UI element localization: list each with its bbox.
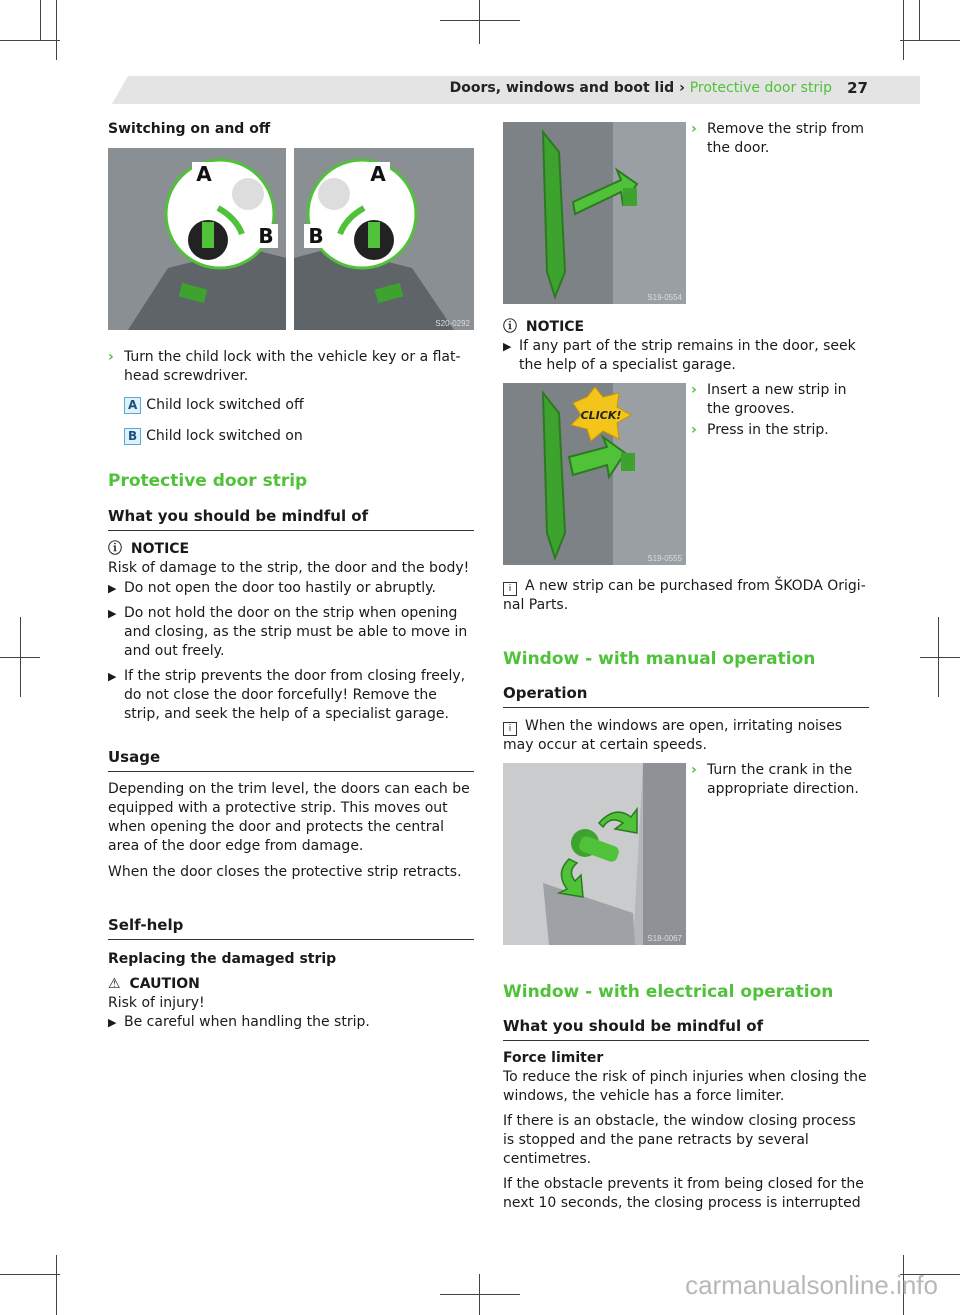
info-icon: i [503,722,517,736]
fig3-code: S19-0555 [647,554,682,563]
mindful-heading: What you should be mindful of [108,507,474,531]
notice-item-text: Do not open the door too hastily or abruptly. [124,580,436,596]
mindful2-heading: What you should be mindful of [503,1017,869,1041]
legend-a [124,396,474,415]
manual-window-heading: Window - with manual operation [503,649,816,669]
legend-b-key: B [124,428,141,445]
notice-info-icon: ⓘ [503,319,517,335]
remove-step-text: Remove the strip from the door. [707,121,865,156]
notice-item-text: Do not hold the door on the strip when opening and closing, as the strip must be able to move in and out freely. [124,605,468,659]
remove-strip-illustration [503,122,686,304]
child-lock-illustration [108,148,474,330]
legend-b-text: Child lock switched on [146,428,303,444]
electrical-window-heading: Window - with electrical operation [503,982,834,1002]
info-note-2 [503,717,869,755]
triangle-bullet-icon: ▶ [503,340,512,353]
legend-b [124,427,474,446]
caution-header [108,975,474,994]
chevron-right-icon: › [108,349,114,365]
notice2-item [503,337,869,375]
triangle-bullet-icon: ▶ [108,1016,117,1029]
notice-info-icon: ⓘ [108,541,122,557]
crank-illustration [503,763,686,945]
caution-item [108,1013,474,1032]
crank-figure [503,763,686,945]
remove-step [691,120,869,158]
header-chapter: Doors, windows and boot lid [449,80,675,96]
selfhelp-heading: Self-help [108,916,474,940]
header-separator: › [679,80,685,96]
notice-item-text: If the strip prevents the door from closing freely, do not close the door forcefully! Remove the strip, and seek the help of a specialist garage. [124,668,466,722]
triangle-bullet-icon: ▶ [108,670,117,683]
header-breadcrumb [450,80,832,96]
fig1-code: S20-0292 [435,319,470,328]
fig1-label-a-right: A [370,162,386,186]
usage-paragraph-1: Depending on the trim level, the doors can each be equipped with a protective strip. This moves out when opening the door and protects the central area of the door edge from damage. [108,781,470,854]
fig1-label-b-left: B [258,224,274,248]
warning-icon: ⚠ [108,976,121,992]
fig1-label-b-right: B [308,224,324,248]
chevron-right-icon: › [691,422,697,438]
usage-paragraph-2: When the door closes the protective strip retracts. [108,864,462,880]
force-paragraph-1: To reduce the risk of pinch injuries when closing the windows, the vehicle has a force limiter. [503,1069,867,1104]
info-note-1 [503,577,869,615]
triangle-bullet-icon: ▶ [108,607,117,620]
notice2-label: NOTICE [525,319,585,335]
caution-text: Risk of injury! [108,995,205,1011]
notice-item [108,579,474,598]
notice-header [108,540,474,559]
page-number: 27 [847,79,868,97]
notice2-header [503,318,869,337]
insert-strip-illustration [503,383,686,565]
replacing-title: Replacing the damaged strip [108,951,337,967]
child-lock-figure [108,148,474,330]
insert-step [691,381,869,419]
legend-a-key: A [124,397,141,414]
protective-strip-heading: Protective door strip [108,471,308,491]
child-lock-step-text: Turn the child lock with the vehicle key or a flat-head screwdriver. [124,349,461,384]
header-section: Protective door strip [689,80,832,96]
insert-step-text: Insert a new strip in the grooves. [707,382,847,417]
legend-a-text: Child lock switched off [146,397,304,413]
info-note-1-text: A new strip can be purchased from ŠKODA Original Parts. [503,578,866,613]
crank-step-text: Turn the crank in the appropriate direction. [707,762,859,797]
notice-label: NOTICE [130,541,190,557]
watermark: carmanualsonline.info [685,1270,938,1300]
notice-text: Risk of damage to the strip, the door and the body! [108,560,470,576]
operation-heading: Operation [503,684,869,708]
switching-title: Switching on and off [108,121,271,137]
press-step-text: Press in the strip. [707,422,829,438]
force-limiter-title: Force limiter [503,1050,604,1066]
notice2-item-text: If any part of the strip remains in the door, seek the help of a specialist garage. [519,338,856,373]
notice-item [108,604,474,661]
insert-strip-figure [503,383,686,565]
force-paragraph-2: If there is an obstacle, the window closing process is stopped and the pane retracts by several centimetres. [503,1113,856,1167]
triangle-bullet-icon: ▶ [108,582,117,595]
click-label: CLICK! [580,409,622,422]
caution-item-text: Be careful when handling the strip. [124,1014,370,1030]
usage-heading: Usage [108,748,474,772]
fig2-code: S19-0554 [647,293,682,302]
caution-label: CAUTION [129,976,200,992]
fig1-label-a-left: A [196,162,212,186]
remove-strip-figure [503,122,686,304]
chevron-right-icon: › [691,382,697,398]
info-icon: i [503,582,517,596]
chevron-right-icon: › [691,762,697,778]
crank-step [691,761,869,799]
fig4-code: S18-0067 [647,934,682,943]
force-paragraph-3: If the obstacle prevents it from being closed for the next 10 seconds, the closing process is interrupted [503,1176,864,1211]
chevron-right-icon: › [691,121,697,137]
child-lock-step [108,348,474,386]
info-note-2-text: When the windows are open, irritating noises may occur at certain speeds. [503,718,843,753]
press-step [691,421,869,440]
notice-item [108,667,474,724]
